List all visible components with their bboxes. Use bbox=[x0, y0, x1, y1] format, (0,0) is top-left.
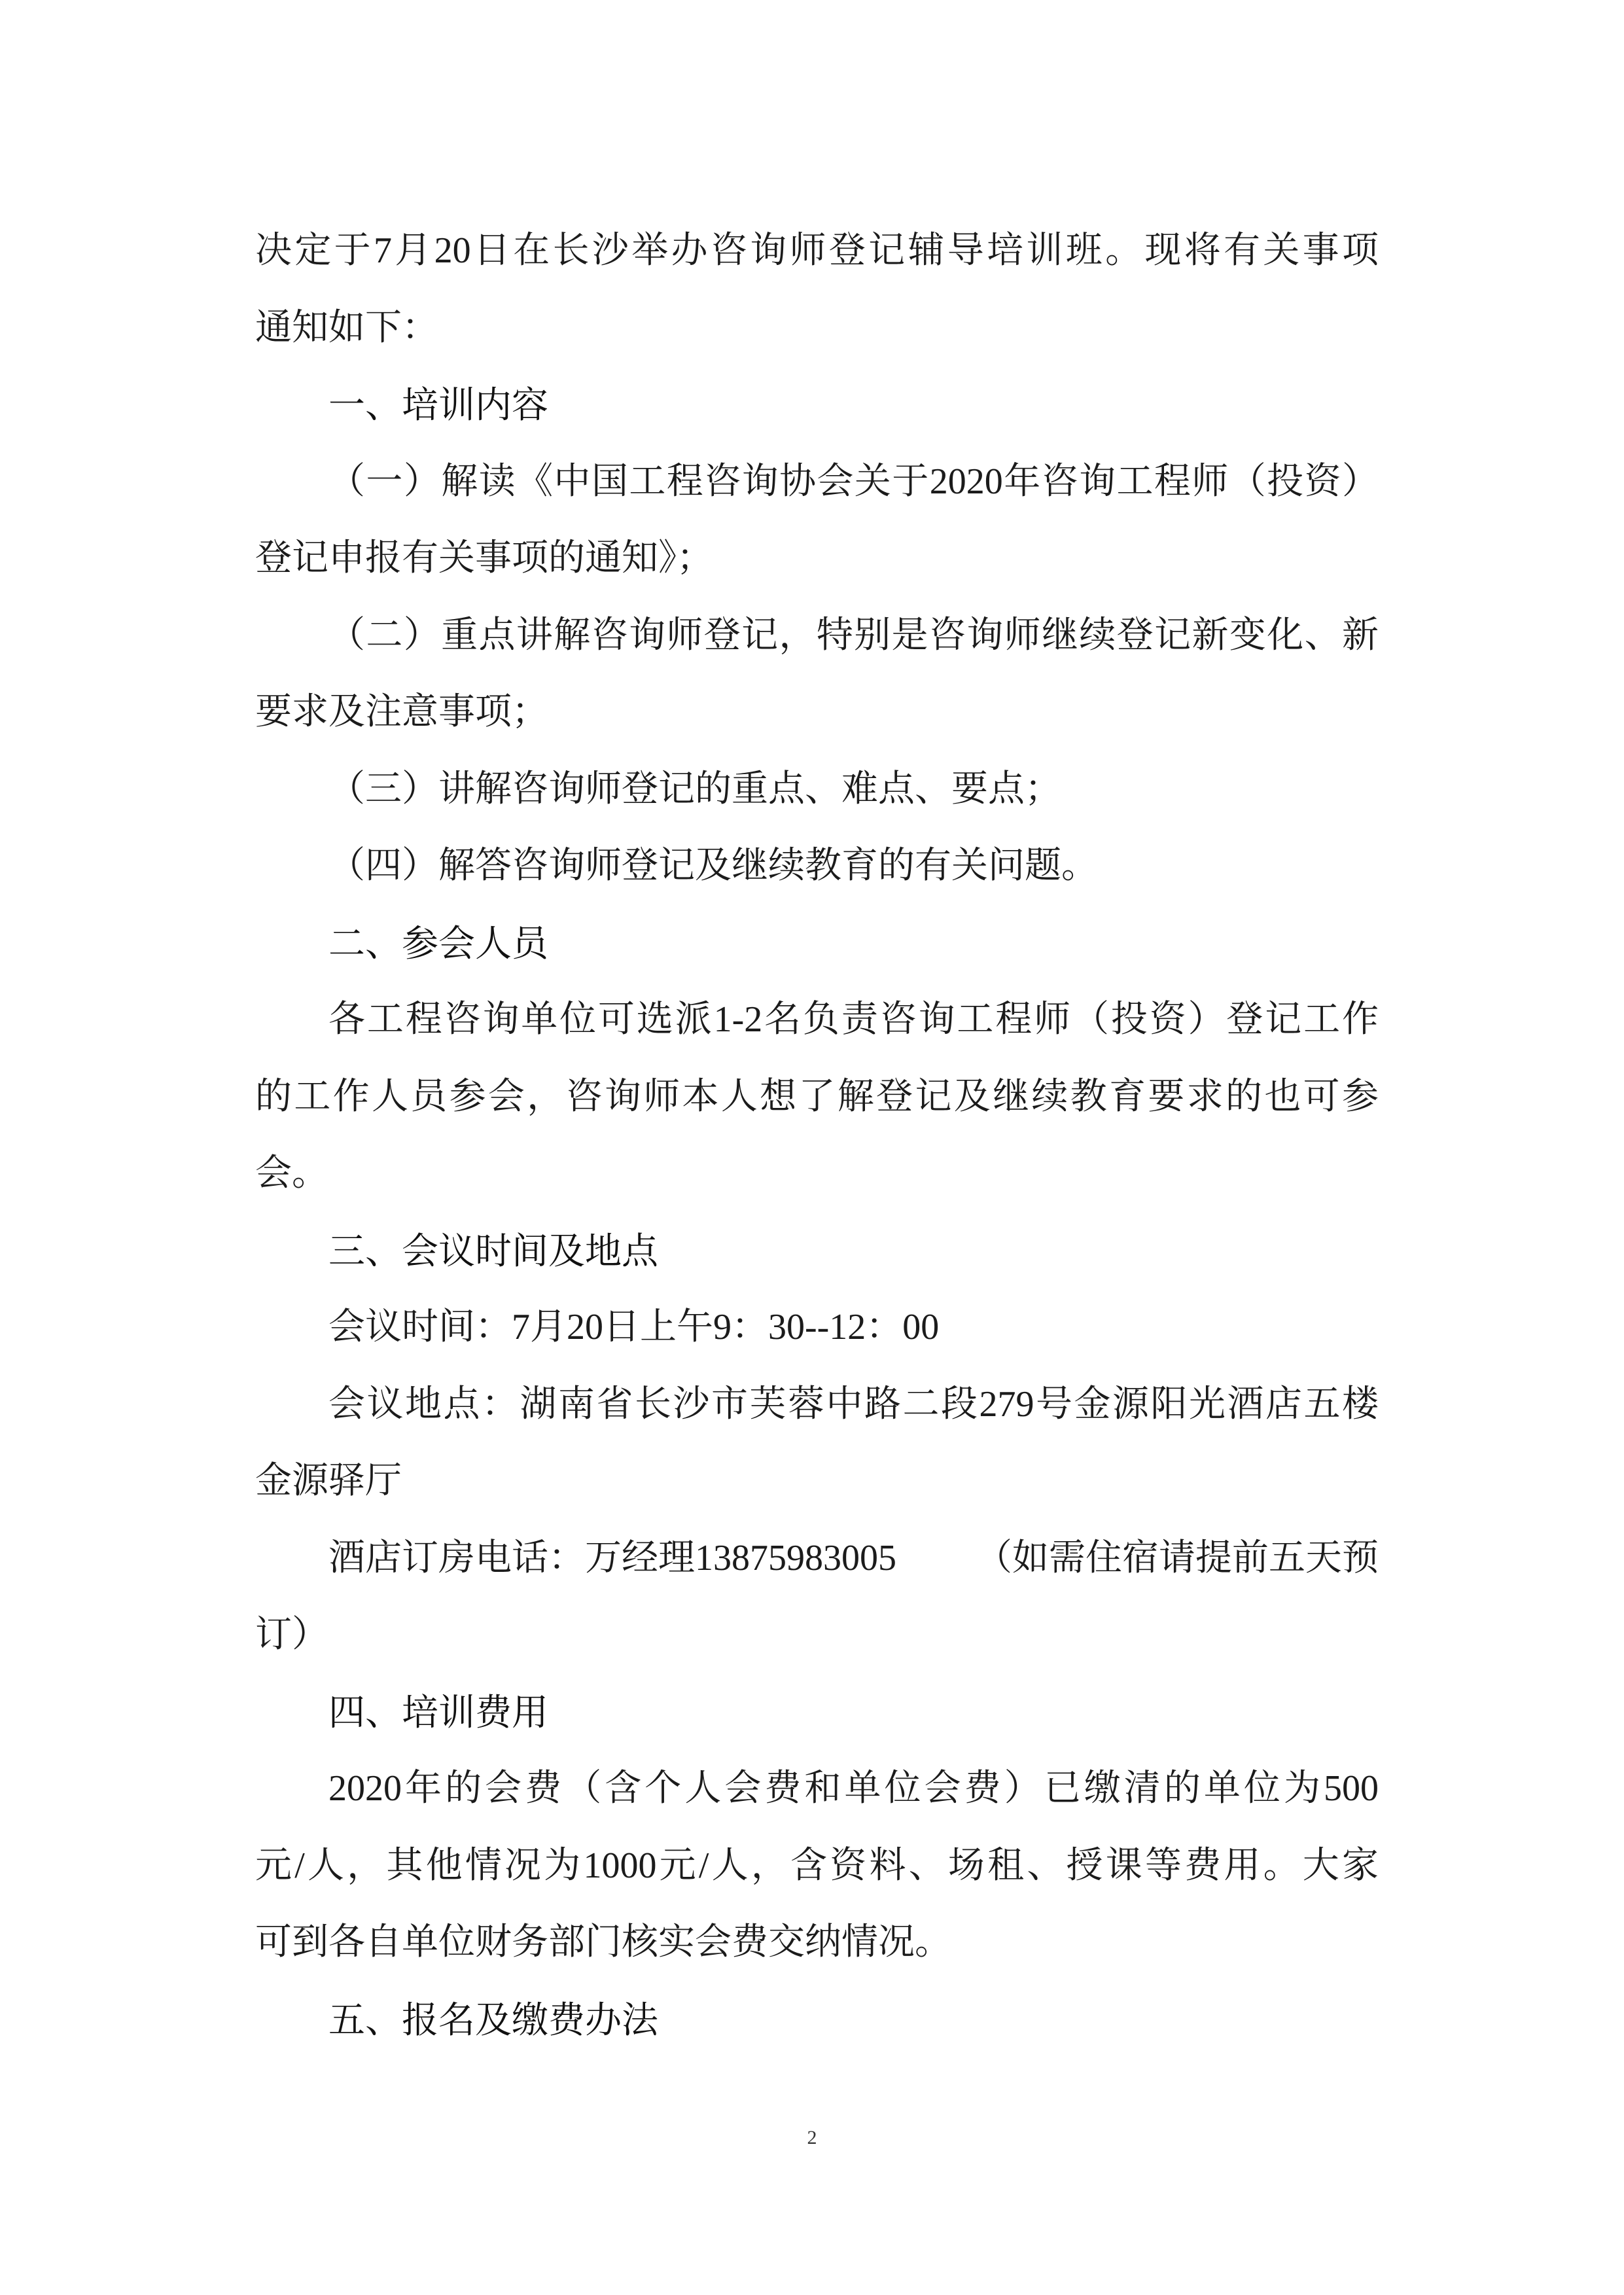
paragraph-line: 2020年的会费（含个人会费和单位会费）已缴清的单位为500 bbox=[328, 1768, 1379, 1809]
intro-line: 通知如下： bbox=[255, 307, 438, 348]
page-number: 2 bbox=[807, 2127, 817, 2148]
paragraph-line: （四）解答咨询师登记及继续教育的有关问题。 bbox=[328, 845, 1098, 886]
paragraph-line: （二）重点讲解咨询师登记，特别是咨询师继续登记新变化、新 bbox=[328, 614, 1379, 656]
section-heading-training-fees: 四、培训费用 bbox=[328, 1691, 548, 1733]
paragraph-line: 的工作人员参会，咨询师本人想了解登记及继续教育要求的也可参 bbox=[255, 1076, 1379, 1117]
meeting-venue-line: 会议地点：湖南省长沙市芙蓉中路二段279号金源阳光酒店五楼 bbox=[328, 1383, 1379, 1425]
paragraph-line: （一）解读《中国工程咨询协会关于2020年咨询工程师（投资） bbox=[328, 461, 1379, 502]
meeting-time-line: 会议时间：7月20日上午9：30--12：00 bbox=[328, 1307, 940, 1347]
section-heading-time-and-venue: 三、会议时间及地点 bbox=[328, 1230, 658, 1272]
paragraph-line: 可到各自单位财务部门核实会费交纳情况。 bbox=[255, 1922, 951, 1963]
paragraph-line: 登记申报有关事项的通知》； bbox=[255, 538, 713, 578]
intro-line: 决定于7月20日在长沙举办咨询师登记辅导培训班。现将有关事项 bbox=[255, 230, 1379, 271]
hotel-booking-note: 订） bbox=[255, 1614, 328, 1655]
paragraph-line: 要求及注意事项； bbox=[255, 692, 548, 732]
hotel-booking-note: （如需住宿请提前五天预 bbox=[976, 1537, 1379, 1578]
document-body bbox=[255, 213, 1379, 2058]
paragraph-line: 各工程咨询单位可选派1-2名负责咨询工程师（投资）登记工作 bbox=[328, 999, 1379, 1040]
paragraph-line: 元/人，其他情况为1000元/人，含资料、场租、授课等费用。大家 bbox=[255, 1845, 1379, 1886]
hotel-booking-contact: 酒店订房电话：万经理13875983005 bbox=[328, 1537, 896, 1578]
paragraph-line: 会。 bbox=[255, 1153, 328, 1194]
section-heading-training-content: 一、培训内容 bbox=[328, 384, 548, 425]
hotel-booking-line bbox=[255, 1520, 1379, 1597]
paragraph-line: （三）讲解咨询师登记的重点、难点、要点； bbox=[328, 768, 1061, 809]
meeting-venue-line: 金源驿厅 bbox=[255, 1461, 402, 1501]
section-heading-registration-and-payment: 五、报名及缴费办法 bbox=[328, 1999, 658, 2040]
section-heading-attendees: 二、参会人员 bbox=[328, 922, 548, 964]
